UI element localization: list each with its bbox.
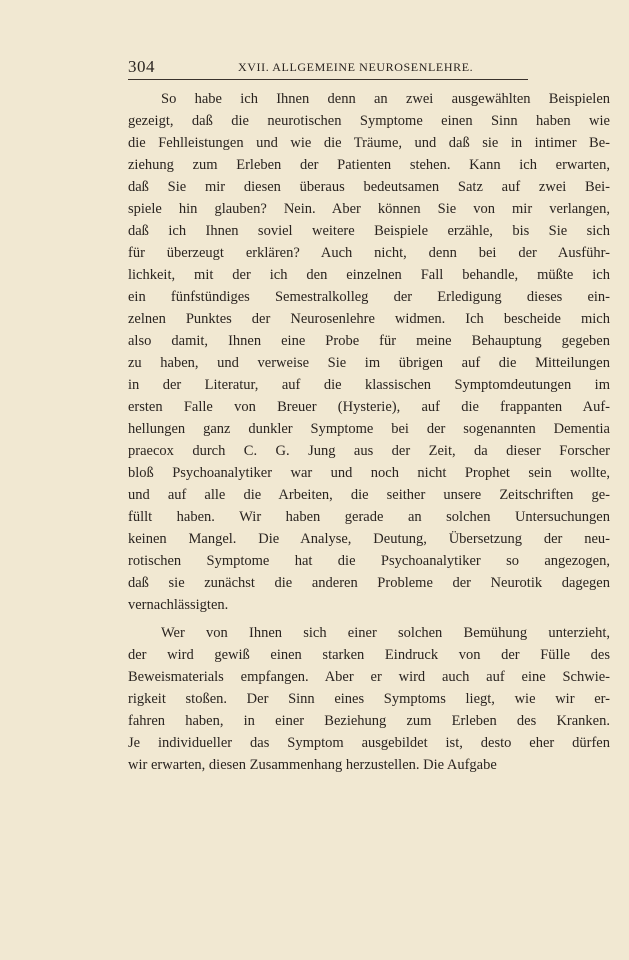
text-line: Je individueller das Symptom ausgebildet ist, desto eher dürfen [128,735,610,751]
text-line: Wer von Ihnen sich einer solchen Bemühung unterzieht, [161,625,610,641]
text-line: ziehung zum Erleben der Patienten stehen. Kann ich erwarten, [128,157,610,173]
text-line: füllt haben. Wir haben gerade an solchen Untersuchungen [128,509,610,525]
paragraph [128,88,610,616]
body-text [128,88,610,776]
running-title: XVII. ALLGEMEINE NEUROSENLEHRE. [238,60,474,74]
text-line: rotischen Symptome hat die Psychoanalytiker so angezogen, [128,553,610,569]
text-line: fahren haben, in einer Beziehung zum Erleben des Kranken. [128,713,610,729]
text-line: daß Sie mir diesen überaus bedeutsamen Satz auf zwei Bei- [128,179,610,195]
text-line: gezeigt, daß die neurotischen Symptome einen Sinn haben wie [128,113,610,129]
text-line: in der Literatur, auf die klassischen Symptomdeutungen im [128,377,610,393]
text-line: für überzeugt erklären? Auch nicht, denn bei der Ausführ- [128,245,610,261]
text-line: der wird gewiß einen starken Eindruck von der Fülle des [128,647,610,663]
text-line: zelnen Punktes der Neurosenlehre widmen. Ich bescheide mich [128,311,610,327]
text-line: daß sie zunächst die anderen Probleme der Neurotik dagegen [128,575,610,591]
text-line: hellungen ganz dunkler Symptome bei der sogenannten Dementia [128,421,610,437]
text-line: praecox durch C. G. Jung aus der Zeit, da dieser Forscher [128,443,610,459]
text-line: daß ich Ihnen soviel weitere Beispiele erzähle, bis Sie sich [128,223,610,239]
text-line: ersten Falle von Breuer (Hysterie), auf die frappanten Auf- [128,399,610,415]
header-rule [128,79,528,80]
text-line: wir erwarten, diesen Zusammenhang herzustellen. Die Aufgabe [128,757,497,773]
text-line: bloß Psychoanalytiker war und noch nicht Prophet sein wollte, [128,465,610,481]
paragraph [128,622,610,776]
text-line: zu haben, und verweise Sie im übrigen auf die Mitteilungen [128,355,610,371]
text-line: Beweismaterials empfangen. Aber er wird auch auf eine Schwie- [128,669,610,685]
text-line: also damit, Ihnen eine Probe für meine Behauptung gegeben [128,333,610,349]
text-line: vernachlässigten. [128,597,229,613]
text-line: ein fünfstündiges Semestralkolleg der Erledigung dieses ein- [128,289,610,305]
text-line: und auf alle die Arbeiten, die seither unsere Zeitschriften ge- [128,487,610,503]
text-line: rigkeit stoßen. Der Sinn eines Symptoms liegt, wie wir er- [128,691,610,707]
text-line: spiele hin glauben? Nein. Aber können Sie von mir verlangen, [128,201,610,217]
page-header [128,57,528,79]
text-line: keinen Mangel. Die Analyse, Deutung, Übersetzung der neu- [128,531,610,547]
page-number: 304 [128,57,155,76]
text-line: die Fehlleistungen und wie die Träume, und daß sie in intimer Be- [128,135,610,151]
text-line: lichkeit, mit der ich den einzelnen Fall behandle, müßte ich [128,267,610,283]
text-line: So habe ich Ihnen denn an zwei ausgewählten Beispielen [161,91,610,107]
